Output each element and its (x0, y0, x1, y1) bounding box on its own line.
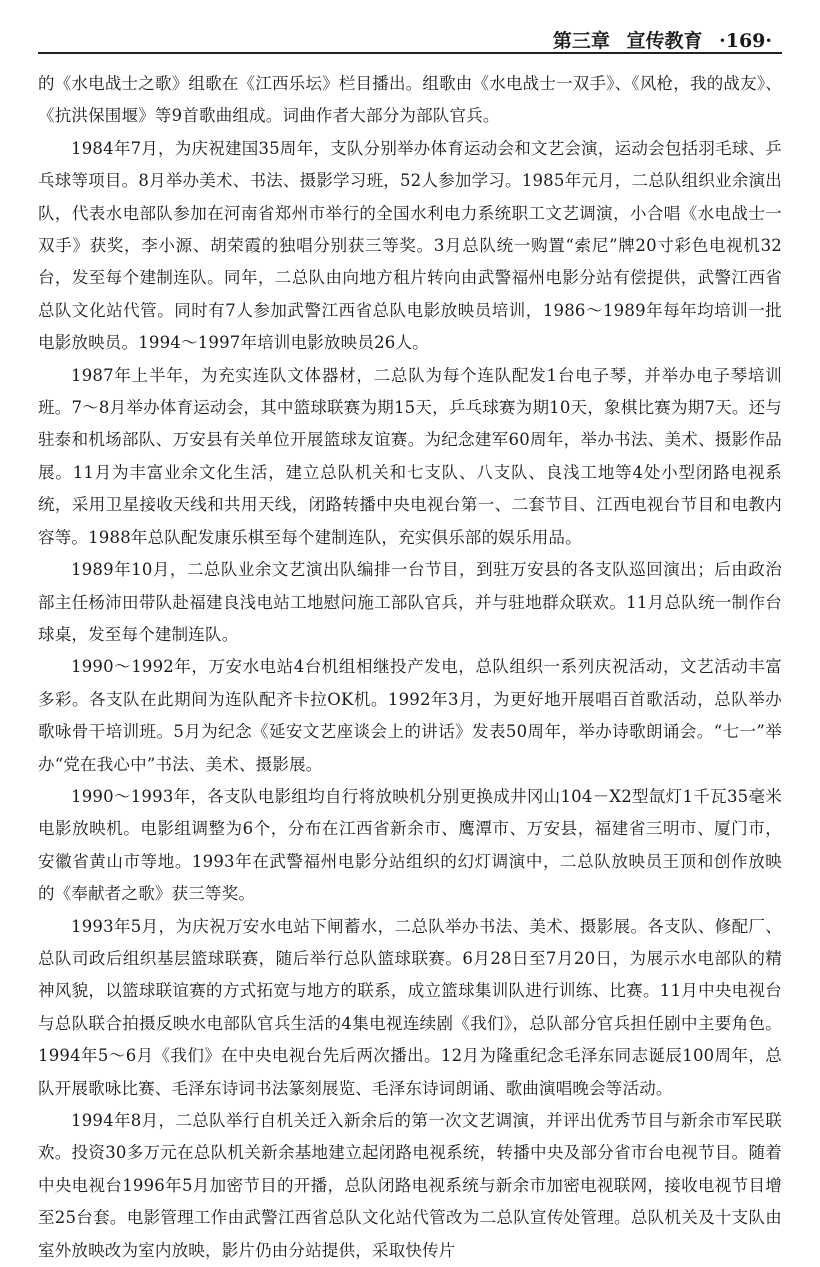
header-right (543, 26, 772, 53)
body-text (38, 68, 782, 1267)
paragraph-continued: 的《水电战士之歌》组歌在《江西乐坛》栏目播出。组歌由《水电战士一双手》、《风枪，我的战友》、《抗洪保围堰》等9首歌曲组成。词曲作者大部分为部队官兵。 (38, 74, 782, 126)
paragraph: 1987年上半年，为充实连队文体器材，二总队为每个连队配发1台电子琴，并举办电子琴培训班。7～8月举办体育运动会，其中篮球联赛为期15天，乒乓球赛为期10天，象棋比赛为期7天。还与驻泰和机场部队、万安县有关单位开展篮球友谊赛。为纪念建军60周年，举办书法、美术、摄影作品展。11月为丰富业余文化生活，建立总队机关和七支队、八支队、良浅工地等4处小型闭路电视系统，采用卫星接收天线和共用天线，闭路转播中央电视台第一、二套节目、江西电视台节目和电教内容等。1988年总队配发康乐棋至每个建制连队，充实俱乐部的娱乐用品。 (38, 365, 782, 547)
paragraph: 1989年10月，二总队业余文艺演出队编排一台节目，到驻万安县的各支队巡回演出；后由政治部主任杨沛田带队赴福建良浅电站工地慰问施工部队官兵，并与驻地群众联欢。11月总队统一制作台球桌，发至每个建制连队。 (38, 560, 782, 644)
section-title: 宣传教育 (626, 30, 703, 52)
paragraph: 1990～1992年，万安水电站4台机组相继投产发电，总队组织一系列庆祝活动，文艺活动丰富多彩。各支队在此期间为连队配齐卡拉OK机。1992年3月，为更好地开展唱百首歌活动，总队举办歌咏骨干培训班。5月为纪念《延安文艺座谈会上的讲话》发表50周年，举办诗歌朗诵会。“七一”举办“党在我心中”书法、美术、摄影展。 (38, 657, 782, 774)
paragraph: 1990～1993年，各支队电影组均自行将放映机分别更换成井冈山104－X2型氙灯1千瓦35毫米电影放映机。电影组调整为6个，分布在江西省新余市、鹰潭市、万安县，福建省三明市、厦门市，安徽省黄山市等地。1993年在武警福州电影分站组织的幻灯调演中，二总队放映员王顶和创作放映的《奉献者之歌》获三等奖。 (38, 786, 782, 904)
paragraph: 1994年8月，二总队举行自机关迁入新余后的第一次文艺调演，并评出优秀节目与新余市军民联欢。投资30多万元在总队机关新余基地建立起闭路电视系统，转播中央及部分省市台电视节目。随着中央电视台1996年5月加密节目的开播，总队闭路电视系统与新余市加密电视联网，接收电视节目增至25台套。电影管理工作由武警江西省总队文化站代管改为二总队宣传处管理。总队机关及十支队由室外放映改为室内放映，影片仍由分站提供，采取快传片 (38, 1111, 782, 1260)
paragraph: 1993年5月，为庆祝万安水电站下闸蓄水，二总队举办书法、美术、摄影展。各支队、修配厂、总队司政后组织基层篮球联赛，随后举行总队篮球联赛。6月28日至7月20日，为展示水电部队的精神风貌，以篮球联谊赛的方式拓宽与地方的联系，成立篮球集训队进行训练、比赛。11月中央电视台与总队联合拍摄反映水电部队官兵生活的4集电视连续剧《我们》，总队部分官兵担任剧中主要角色。1994年5～6月《我们》在中央电视台先后两次播出。12月为隆重纪念毛泽东同志诞辰100周年，总队开展歌咏比赛、毛泽东诗词书法篆刻展览、毛泽东诗词朗诵、歌曲演唱晚会等活动。 (38, 916, 782, 1098)
page-number: ·169· (719, 30, 772, 52)
paragraph: 1984年7月，为庆祝建国35周年，支队分别举办体育运动会和文艺会演，运动会包括羽毛球、乒乓球等项目。8月举办美术、书法、摄影学习班，52人参加学习。1985年元月，二总队组织业余演出队，代表水电部队参加在河南省郑州市举行的全国水利电力系统职工文艺调演，小合唱《水电战士一双手》获奖，李小源、胡荣霞的独唱分别获三等奖。3月总队统一购置“索尼”牌20寸彩色电视机32台，发至每个建制连队。同年，二总队由向地方租片转向由武警福州电影分站有偿提供，武警江西省总队文化站代管。同时有7人参加武警江西省总队电影放映员培训，1986～1989年每年均培训一批电影放映员。1994～1997年培训电影放映员26人。 (38, 138, 782, 353)
running-header (38, 14, 782, 54)
chapter-label: 第三章 (552, 30, 610, 52)
